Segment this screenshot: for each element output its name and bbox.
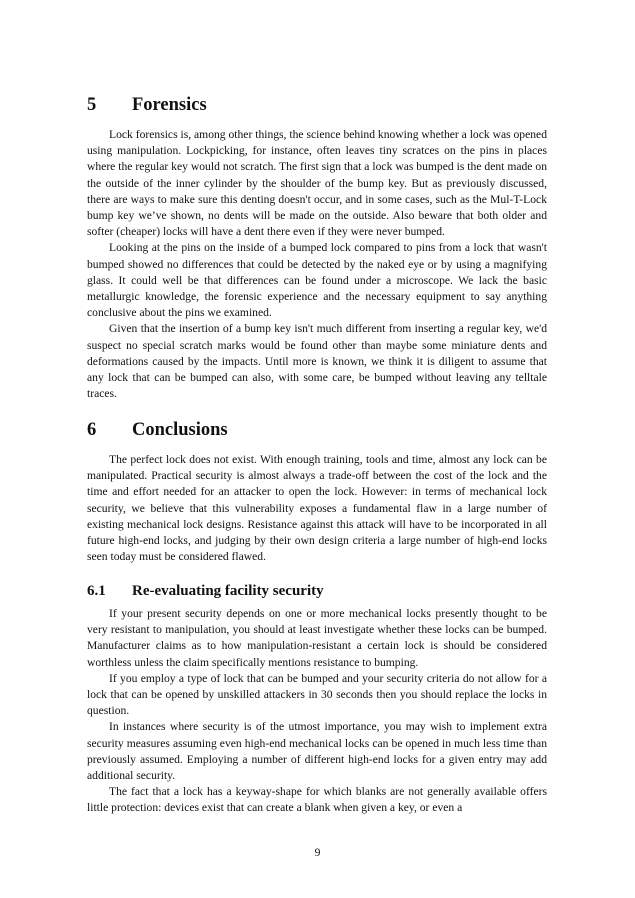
section-title: Conclusions [132,420,228,440]
section-number: 5 [87,95,97,115]
page-number: 9 [314,846,321,859]
paragraph: If your present security depends on one or more mechanical locks presently thought to be very resistant to manipulation, you should at least investigate whether these locks can be bumped. Manufacturer claims as to how manipulation-resistant a certain lock is should be considered worthless unless the claim specifically mentions resistance to bumping. [87,607,547,669]
section-number: 6 [87,420,97,440]
paragraph: The fact that a lock has a keyway-shape for which blanks are not generally available offers little protection: devices exist that can create a blank when given a key, or even a [87,785,547,815]
paragraph: Given that the insertion of a bump key isn't much different from inserting a regular key, we'd suspect no special scratch marks would be found other than maybe some miniature dents and deformations caused by the impacts. Until more is known, we think it is diligent to assume that any lock that can be bumped can also, with some care, be bumped without leaving any telltale traces. [87,322,547,401]
conclusions-body [87,452,547,565]
paragraph: If you employ a type of lock that can be bumped and your security criteria do not allow for a lock that can be opened by unskilled attackers in 30 seconds then you should replace the locks in question. [87,671,547,718]
paragraph: Lock forensics is, among other things, the science behind knowing whether a lock was opened using manipulation. Lockpicking, for instance, often leaves tiny scratces on the pins in places where the regular key would not scratch. The first sign that a lock was bumped is the dent made on the outside of the inner cylinder by the shoulder of the bump key. But as previously discussed, there are ways to make sure this denting doesn't occur, and in some cases, such as the Mul-T-Lock bump key we’ve shown, no dents will be made on the outside. Also beware that both older and softer (cheaper) locks will have a dent there even if they were never bumped. [87,128,547,239]
paragraph: In instances where security is of the utmost importance, you may wish to implement extra security measures assuming even high-end mechanical locks can be opened in much less time than previously assumed. Employing a number of different high-end locks for a given entry may add additional security. [87,720,547,783]
paragraph: The perfect lock does not exist. With enough training, tools and time, almost any lock can be manipulated. Practical security is almost always a trade-off between the cost of the lock and the time and effort needed for an attacker to open the lock. However: in terms of mechanical lock security, we believe that this vulnerability exposes a fundamental flaw in a large number of existing mechanical lock designs. Resistance against this attack will have to be incorporated in all future high-end locks, and judging by their own design criteria a large number of high-end locks seen today must be considered flawed. [87,453,547,564]
subsection-number: 6.1 [87,583,106,599]
paragraph: Looking at the pins on the inside of a bumped lock compared to pins from a lock that wasn't bumped showed no differences that could be detected by the naked eye or by using a magnifying glass. It could well be that differences can be found under a microscope. We lack the basic metallurgic knowledge, the forensic experience and the necessary equipment to say anything conclusive about the pins we examined. [87,241,547,320]
forensics-body [87,127,547,402]
section-title: Forensics [132,95,207,115]
subsection-title: Re-evaluating facility security [132,583,324,599]
section-heading-conclusions [87,419,228,441]
section-heading-forensics [87,94,207,116]
subsection-heading-reevaluating [87,582,324,600]
reevaluating-body [87,606,547,817]
